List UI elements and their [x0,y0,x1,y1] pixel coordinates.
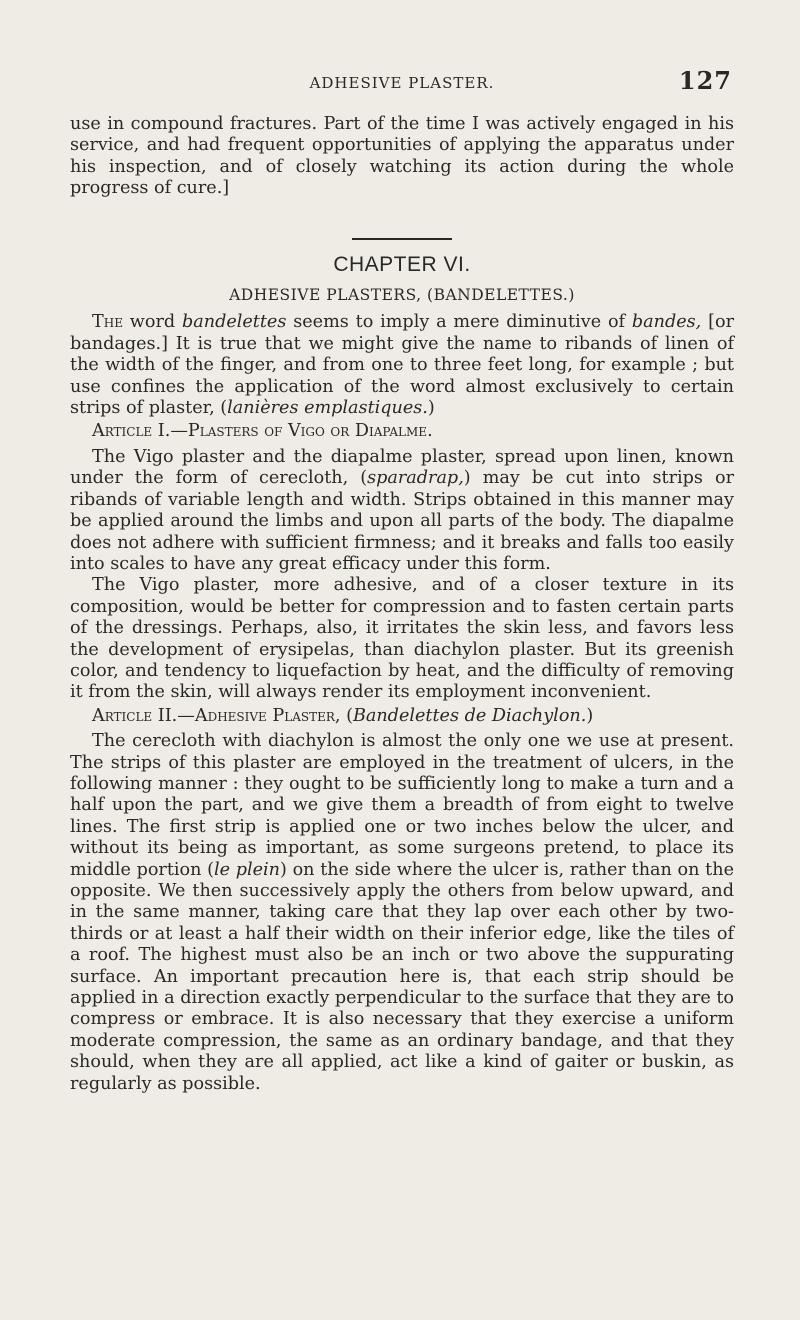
text-run: The Vigo plaster and the diapalme plaster, spread upon linen, known under the form of cerecloth, ( [70,446,734,489]
italic-run: bandelettes [181,312,287,333]
page-number: 127 [678,66,732,95]
chapter-subtitle: ADHESIVE PLASTERS, (BANDELETTES.) [229,286,575,305]
chapter-divider-rule [352,238,452,240]
paragraph-cerecloth-diachylon [70,731,734,1095]
text-run: word [122,312,182,333]
text-run: seems to imply a mere diminutive of [286,312,632,333]
heading-italic: Bandelettes de Diachylon. [352,705,587,726]
italic-run: le plein [214,859,281,880]
italic-run: bandes, [631,312,702,333]
text-run: ) [427,398,435,419]
text-run: ) on the side where the ulcer is, rather than on the opposite. We then successively apply the others from below upward, and in the same manner, taking care that they lap over each other by two-thirds or at least a half their width on their inferior edge, like the tiles of a roof. The highest must also be an inch or two above the suppurating surface. An important precaution here is, that each strip should be applied in a direction exactly perpendicular to the surface that they are to compress or embrace. It is also necessary that they exercise a uniform moderate compression, the same as an ordinary bandage, and that they should, when they are all applied, act like a kind of gaiter or buskin, as regularly as possible. [70,859,734,1094]
paragraph-bandelettes [70,312,734,419]
paragraph-vigo-diapalme [70,447,734,575]
text-run: [or bandages.] It is true that we might give the name to ribands of linen of the width of the finger, and from one to three feet long, for example ; but use confines the application of the word almost exclusively to certain strips of plaster, ( [70,312,734,419]
article-1-heading: Article I.—Plasters of Vigo or Diapalme. [92,421,433,442]
running-head [70,66,734,96]
article-2-heading [70,706,734,727]
heading-text: Article II.—Adhesive Plaster, ( [92,705,353,726]
italic-run: lanières emplastiques. [227,398,428,419]
running-title: ADHESIVE PLASTER. [309,74,495,92]
text-run: ) may be cut into strips or ribands of variable length and width. Strips obtained in this manner may be applied around the limbs and upon all parts of the body. The diapalme does not adhere with sufficient firmness; and it breaks and falls too easily into scales to have any great efficacy under this form. [70,468,735,574]
page-body [70,114,734,1095]
heading-text-end: ) [586,705,594,726]
chapter-title: CHAPTER VI. [333,252,471,276]
text-run: The cerecloth with diachylon is almost the only one we use at present. The strips of this plaster are employed in the treatment of ulcers, in the following manner : they ought to be sufficiently long to make a turn and a half upon the part, and we give them a breadth of from eight to twelve lines. The first strip is applied one or two inches below the ulcer, and without its being as important, as some surgeons pretend, to place its middle portion ( [70,731,734,880]
lead-word: The [92,312,123,333]
italic-run: sparadrap, [367,468,464,489]
intro-paragraph: use in compound fractures. Part of the time I was actively engaged in his service, and had frequent opportunities of applying the apparatus under his inspection, and of closely watching its action during the whole progress of cure.] [70,114,734,199]
paragraph-vigo-plaster: The Vigo plaster, more adhesive, and of a closer texture in its composition, would be better for compression and to fasten certain parts of the dressings. Perhaps, also, it irritates the skin less, and favors less the development of erysipelas, than diachylon plaster. But its greenish color, and tendency to liquefaction by heat, and the difficulty of removing it from the skin, will always render its employment inconvenient. [70,575,734,703]
